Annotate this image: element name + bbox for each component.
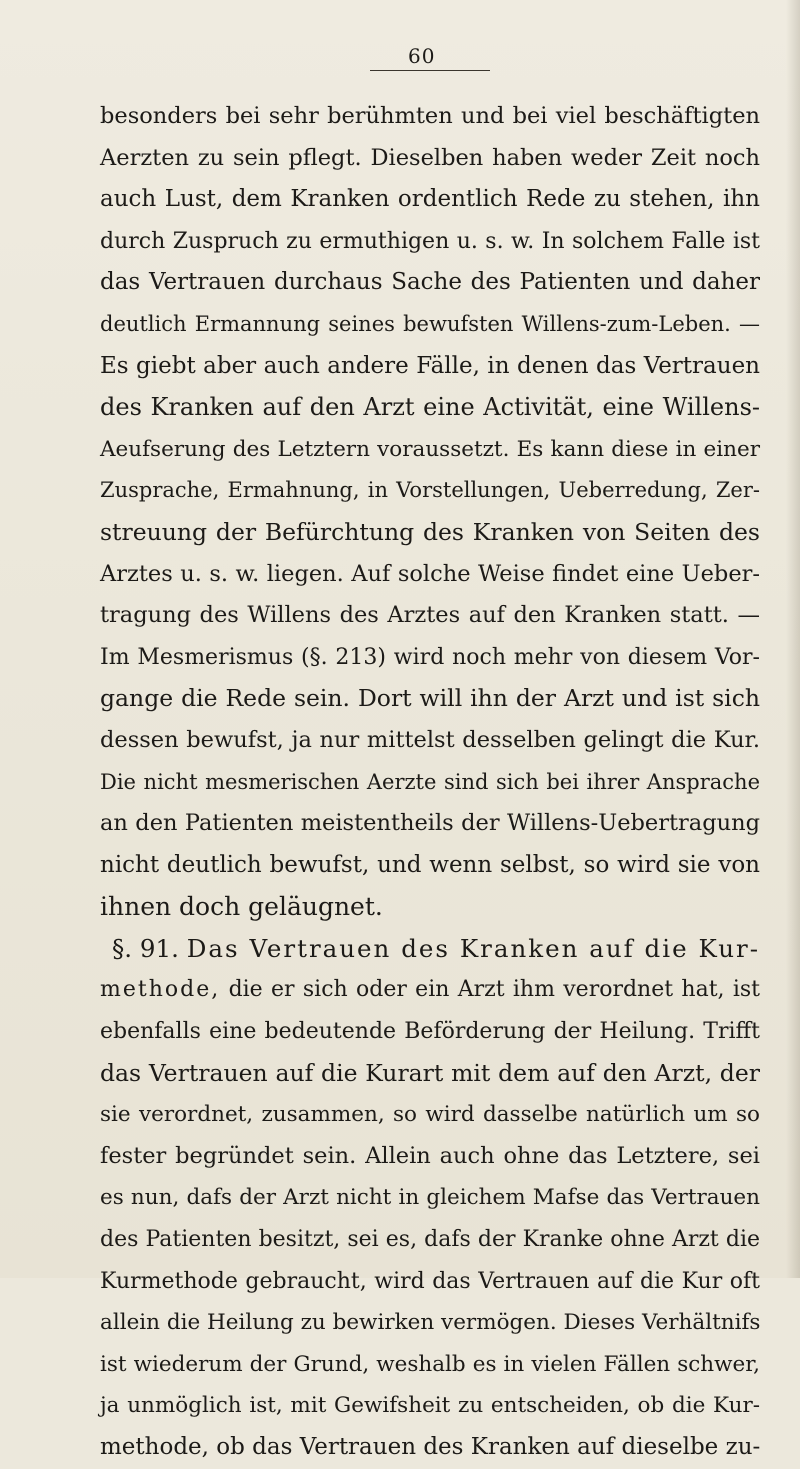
text-line: Im Mesmerismus (§. 213) wird noch mehr von diesem Vor- [100,644,760,670]
text-line: Arztes u. s. w. liegen. Auf solche Weise findet eine Ueber- [100,560,760,587]
text-line: ist wiederum der Grund, weshalb es in vielen Fällen schwer, [100,1351,760,1377]
section-heading-line [100,928,760,970]
text-line: gange die Rede sein. Dort will ihn der Arzt und ist sich [100,684,760,713]
text-line: das Vertrauen durchaus Sache des Patienten und daher [100,269,760,296]
text-line: das Vertrauen auf die Kurart mit dem auf den Arzt, der [100,1058,760,1087]
text-line: tragung des Willens des Arztes auf den Kranken statt. — [100,602,760,629]
text-line: Zusprache, Ermahnung, in Vorstellungen, Ueberredung, Zer- [100,478,760,503]
text-line: an den Patienten meistentheils der Willens-Uebertragung [100,810,760,837]
text-line: fester begründet sein. Allein auch ohne das Letztere, sei [100,1142,760,1169]
text-line: methode, ob das Vertrauen des Kranken auf dieselbe zu- [100,1434,761,1460]
section-number: §. 91. [112,933,179,963]
text-line: Es giebt aber auch andere Fälle, in denen das Vertrauen [100,352,760,379]
text-line: streuung der Befürchtung des Kranken von Seiten des [100,517,760,546]
body-text [100,96,760,1469]
text-line: allein die Heilung zu bewirken vermögen. Dieses Verhältnifs [100,1310,761,1336]
section-heading-continuation [100,969,760,1011]
text-line: ja unmöglich ist, mit Gewifsheit zu entscheiden, ob die Kur- [100,1393,760,1419]
page-edge-shadow [786,0,800,1278]
text-line: ebenfalls eine bedeutende Beförderung der Heilung. Trifft [100,1019,760,1045]
text-line: dessen bewufst, ja nur mittelst desselben gelingt die Kur. [100,726,760,753]
text-line: Aeufserung des Letztern voraussetzt. Es kann diese in einer [100,436,760,462]
section-title: Das Vertrauen des Kranken auf die Kur- [186,933,760,963]
text-line: des Patienten besitzt, sei es, dafs der Kranke ohne Arzt die [100,1227,760,1253]
text-line: sie verordnet, zusammen, so wird dasselbe natürlich um so [100,1102,760,1128]
text-line: durch Zuspruch zu ermuthigen u. s. w. In solchem Falle ist [100,228,760,254]
section-text: die er sich oder ein Arzt ihm verordnet hat, ist [228,977,761,1003]
text-line: Die nicht mesmerischen Aerzte sind sich bei ihrer Ansprache [100,769,760,794]
text-line: auch Lust, dem Kranken ordentlich Rede zu stehen, ihn [100,186,760,213]
text-line: deutlich Ermannung seines bewufsten Willens-zum-Leben. — [100,311,760,336]
header-rule [370,70,490,71]
text-line: besonders bei sehr berühmten und bei viel beschäftigten [100,103,760,129]
text-line: ihnen doch geläugnet. [100,892,383,922]
text-line: es nun, dafs der Arzt nicht in gleichem Mafse das Vertrauen [100,1185,760,1211]
text-line: nicht deutlich bewufst, und wenn selbst, so wird sie von [100,851,760,878]
text-line: des Kranken auf den Arzt eine Activität, eine Willens- [100,393,760,422]
text-line: Aerzten zu sein pflegt. Dieselben haben weder Zeit noch [100,144,760,171]
section-title-continuation: methode, [100,977,221,1003]
page-number: 60 [408,44,436,68]
text-line: Kurmethode gebraucht, wird das Vertrauen auf die Kur oft [100,1268,760,1294]
